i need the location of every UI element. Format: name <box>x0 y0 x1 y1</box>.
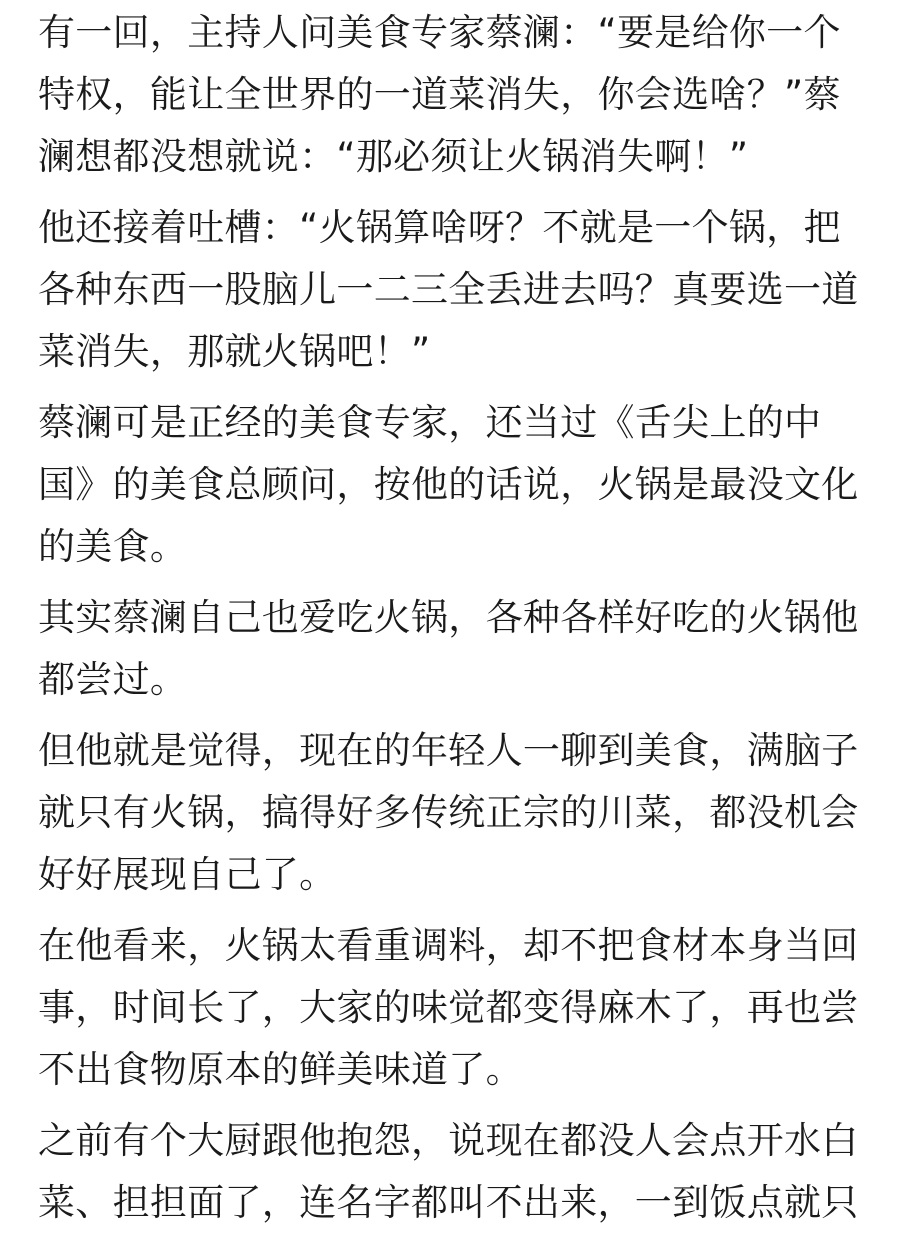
text-line: 在他看来，火锅太看重调料，却不把食材本身当回 <box>38 924 859 967</box>
text-line: 有一回，主持人问美食专家蔡澜：“要是给你一个 <box>38 11 841 54</box>
text-line: 都尝过。 <box>38 658 188 701</box>
paragraph-6 <box>38 915 883 1101</box>
text-line: 特权，能让全世界的一道菜消失，你会选啥？”蔡 <box>38 73 841 116</box>
text-line: 各种东西一股脑儿一二三全丢进去吗？真要选一道 <box>38 268 859 311</box>
text-line: 不出食物原本的鲜美味道了。 <box>38 1048 523 1091</box>
text-line: 菜消失，那就火锅吧！” <box>38 330 431 373</box>
paragraph-7 <box>38 1110 883 1234</box>
text-line: 蔡澜可是正经的美食专家，还当过《舌尖上的中 <box>38 401 822 444</box>
text-line: 事，时间长了，大家的味觉都变得麻木了，再也尝 <box>38 986 859 1029</box>
paragraph-4 <box>38 587 883 711</box>
paragraph-5 <box>38 720 883 906</box>
paragraph-3 <box>38 392 883 578</box>
text-line: 菜、担担面了，连名字都叫不出来，一到饭点就只 <box>38 1181 859 1224</box>
text-line: 好好展现自己了。 <box>38 853 337 896</box>
paragraph-2 <box>38 197 883 383</box>
text-line: 国》的美食总顾问，按他的话说，火锅是最没文化 <box>38 463 859 506</box>
text-line: 之前有个大厨跟他抱怨，说现在都没人会点开水白 <box>38 1119 859 1162</box>
text-line: 他还接着吐槽：“火锅算啥呀？不就是一个锅，把 <box>38 206 841 249</box>
article-body <box>38 2 883 1243</box>
text-line: 但他就是觉得，现在的年轻人一聊到美食，满脑子 <box>38 729 859 772</box>
text-line: 的美食。 <box>38 525 188 568</box>
paragraph-1 <box>38 2 883 188</box>
text-line: 就只有火锅，搞得好多传统正宗的川菜，都没机会 <box>38 791 859 834</box>
text-line: 澜想都没想就说：“那必须让火锅消失啊！” <box>38 135 749 178</box>
text-line: 其实蔡澜自己也爱吃火锅，各种各样好吃的火锅他 <box>38 596 859 639</box>
